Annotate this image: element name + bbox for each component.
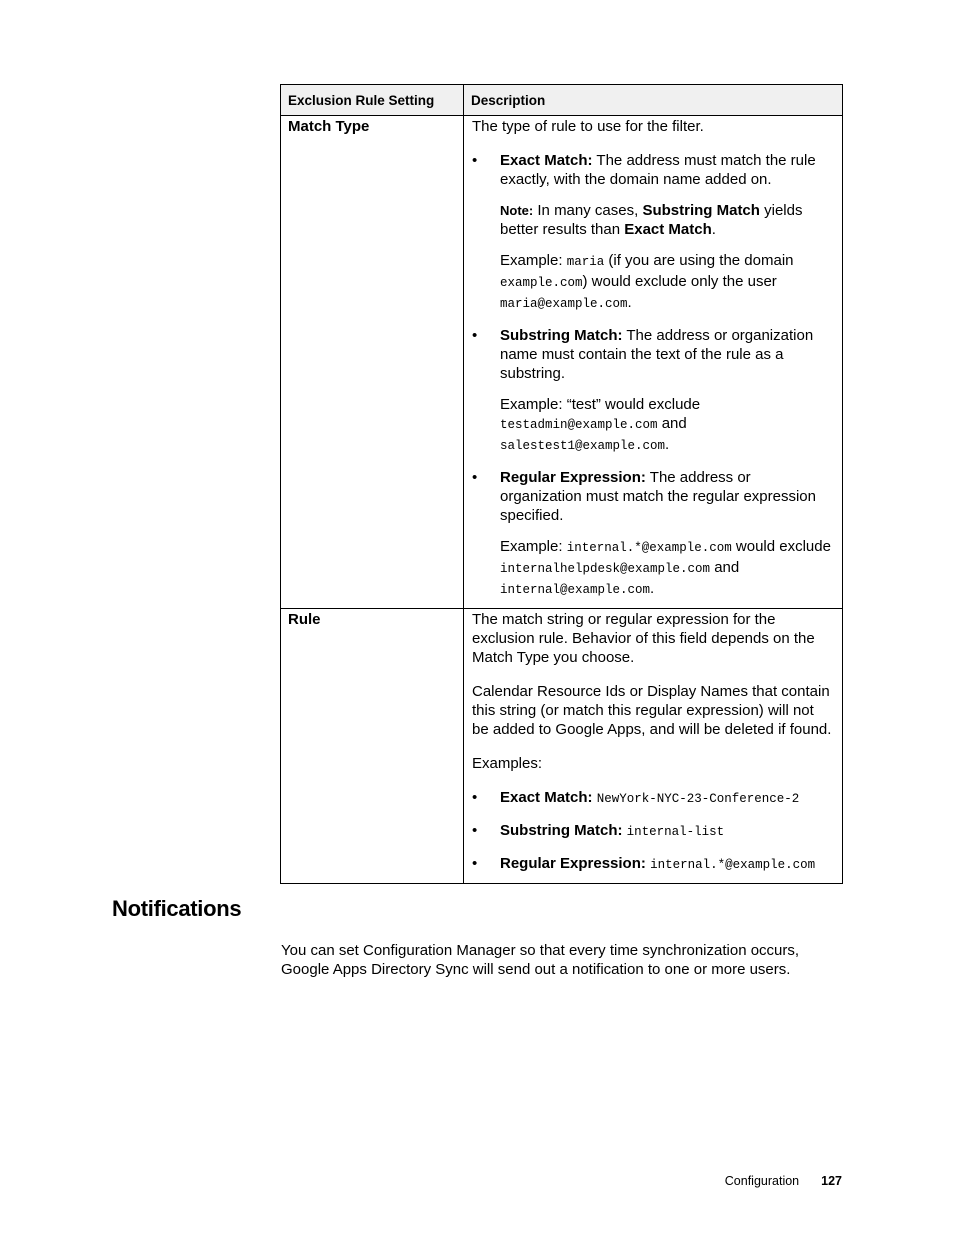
bullet-icon: • xyxy=(472,152,478,169)
page-number: 127 xyxy=(821,1174,842,1188)
bullet-icon: • xyxy=(472,822,478,839)
section-body: You can set Configuration Manager so that every time synchronization occurs, Google Apps Directory Sync will send out a notification to one or more users. xyxy=(281,942,800,978)
rule-example-substring: • Substring Match: internal-list xyxy=(472,822,725,839)
footer-section: Configuration xyxy=(724,1174,800,1188)
setting-name: Match Type xyxy=(288,118,370,135)
table-row xyxy=(281,116,843,609)
bullet-regular-expression: • Regular Expression: The address or organization must match the regular expression specified. xyxy=(472,469,816,524)
note: Note: In many cases, Substring Match yields better results than Exact Match. xyxy=(500,202,803,238)
header-setting: Exclusion Rule Setting xyxy=(281,85,464,116)
setting-name: Rule xyxy=(288,611,321,628)
bullet-substring-match: • Substring Match: The address or organization name must contain the text of the rule as a substring. xyxy=(472,327,814,382)
match-type-intro: The type of rule to use for the filter. xyxy=(472,118,704,135)
example-regex: Example: internal.*@example.com would exclude internalhelpdesk@example.com and internal@example.com. xyxy=(500,538,831,597)
bullet-icon: • xyxy=(472,855,478,872)
bullet-icon: • xyxy=(472,327,478,344)
setting-cell xyxy=(281,609,464,884)
example-substring: Example: “test” would exclude testadmin@example.com and salestest1@example.com. xyxy=(500,396,701,453)
example-exact: Example: maria (if you are using the domain example.com) would exclude only the user maria@example.com. xyxy=(500,252,794,311)
rule-description: The match string or regular expression for the exclusion rule. Behavior of this field depends on the Match Type you choose. xyxy=(472,611,815,666)
bullet-icon: • xyxy=(472,789,478,806)
rule-example-exact: • Exact Match: NewYork-NYC-23-Conference-2 xyxy=(472,789,800,806)
examples-label: Examples: xyxy=(472,755,543,772)
description-cell xyxy=(464,609,843,884)
bullet-exact-match: • Exact Match: The address must match the rule exactly, with the domain name added on. xyxy=(472,152,816,188)
bullet-icon: • xyxy=(472,469,478,486)
section-heading: Notifications xyxy=(112,896,242,921)
rule-behavior: Calendar Resource Ids or Display Names that contain this string (or match this regular expression) will not be added to Google Apps, and will be deleted if found. xyxy=(472,683,832,738)
page-footer xyxy=(725,1174,842,1188)
description-cell xyxy=(464,116,843,609)
table-row xyxy=(281,609,843,884)
setting-cell xyxy=(281,116,464,609)
rule-example-regex: • Regular Expression: internal.*@example.com xyxy=(472,855,816,872)
table-header-row xyxy=(281,85,843,116)
exclusion-rules-table xyxy=(280,84,843,884)
header-description: Description xyxy=(464,85,843,116)
